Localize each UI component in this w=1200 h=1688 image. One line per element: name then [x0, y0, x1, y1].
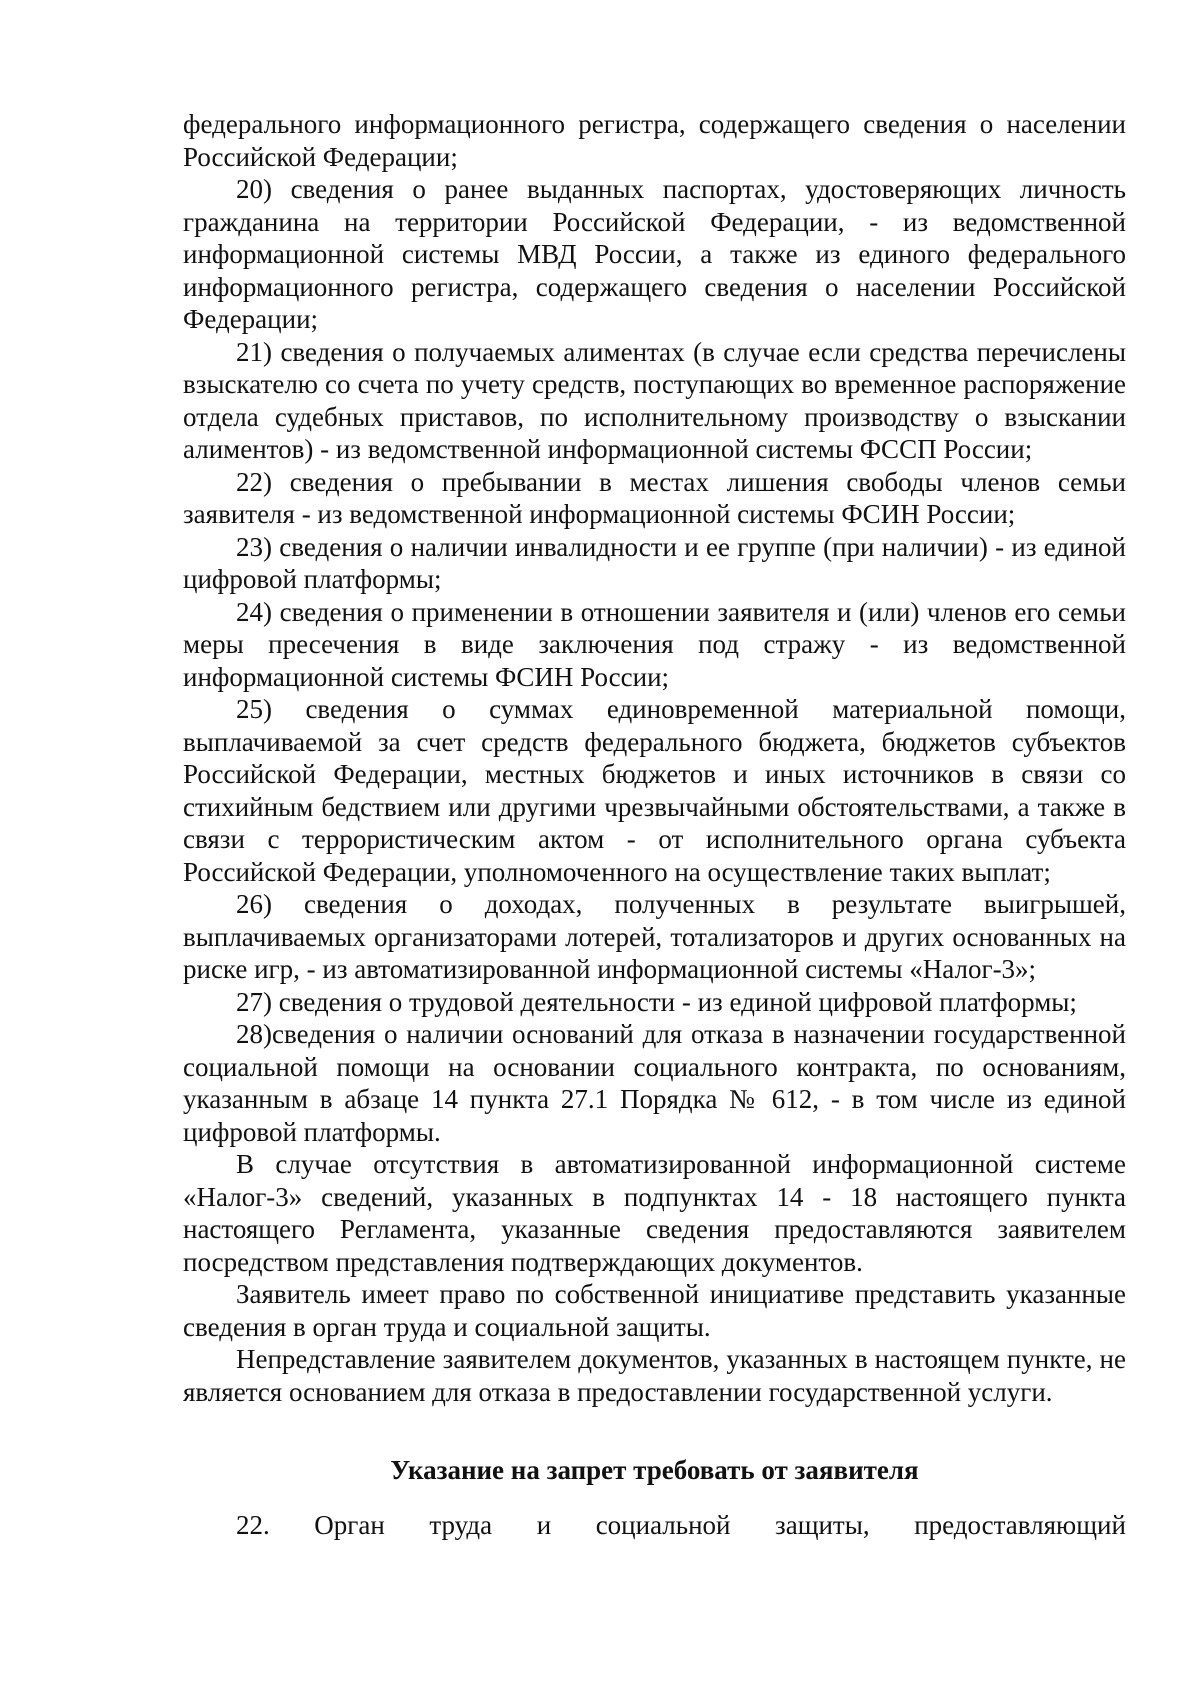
paragraph-item-24: 24) сведения о применении в отношении заявителя и (или) членов его семьи меры пресечения в виде заключения под стражу - из ведомственной информационной системы ФСИН России; — [183, 596, 1126, 692]
word: Орган — [314, 1509, 385, 1540]
word: 22. — [236, 1509, 270, 1540]
paragraph-item-25: 25) сведения о суммах единовременной материальной помощи, выплачиваемой за счет средств федерального бюджета, бюджетов субъектов Российской Федерации, местных бюджетов и иных источников в связи со стихийным бедствием или другими чрезвычайными обстоятельствами, а также в связи с террористическим актом - от исполнительного органа субъекта Российской Федерации, уполномоченного на осуществление таких выплат; — [183, 694, 1126, 887]
word: труда — [429, 1509, 493, 1540]
paragraph-absence-note: В случае отсутствия в автоматизированной информационной системе «Налог-3» сведений, указанных в подпунктах 14 - 18 настоящего пункта настоящего Регламента, указанные сведения предоставляются заявителем посредством представления подтверждающих документов. — [183, 1149, 1126, 1277]
paragraph-non-submission: Непредставление заявителем документов, указанных в настоящем пункте, не является основанием для отказа в предоставлении государственной услуги. — [183, 1344, 1126, 1407]
paragraph-22-start — [183, 1509, 1126, 1542]
paragraph-0: федерального информационного регистра, содержащего сведения о населении Российской Федерации; — [183, 109, 1126, 172]
paragraph-item-28: 28)сведения о наличии оснований для отказа в назначении государственной социальной помощи на основании социального контракта, по основаниям, указанным в абзаце 14 пункта 27.1 Порядка № 612, - в том числе из единой цифровой платформы. — [183, 1019, 1126, 1147]
paragraph-item-27: 27) сведения о трудовой деятельности - из единой цифровой платформы; — [236, 986, 1077, 1017]
paragraph-item-22: 22) сведения о пребывании в местах лишения свободы членов семьи заявителя - из ведомственной информационной системы ФСИН России; — [183, 466, 1126, 529]
paragraph-item-20: 20) сведения о ранее выданных паспортах, удостоверяющих личность гражданина на территории Российской Федерации, - из ведомственной информационной системы МВД России, а также из единого федерального информационного регистра, содержащего сведения о населении Российской Федерации; — [183, 174, 1126, 334]
paragraph-item-21: 21) сведения о получаемых алиментах (в случае если средства перечислены взыскателю со счета по учету средств, поступающих во временное распоряжение отдела судебных приставов, по исполнительному производству о взыскании алиментов) - из ведомственной информационной системы ФССП России; — [183, 336, 1126, 464]
paragraph-applicant-right: Заявитель имеет право по собственной инициативе представить указанные сведения в орган труда и социальной защиты. — [183, 1279, 1126, 1342]
word: защиты, — [775, 1509, 870, 1540]
document-page — [183, 108, 1126, 1541]
body-text — [183, 108, 1126, 1408]
word: предоставляющий — [914, 1509, 1126, 1540]
paragraph-item-26: 26) сведения о доходах, полученных в результате выигрышей, выплачиваемых организаторами лотерей, тотализаторов и других основанных на риске игр, - из автоматизированной информационной системы «Налог-3»; — [183, 889, 1126, 984]
section-heading: Указание на запрет требовать от заявителя — [390, 1455, 919, 1485]
word: и — [536, 1509, 552, 1540]
paragraph-item-23: 23) сведения о наличии инвалидности и ее группе (при наличии) - из единой цифровой платформы; — [183, 531, 1126, 594]
word: социальной — [595, 1509, 731, 1540]
